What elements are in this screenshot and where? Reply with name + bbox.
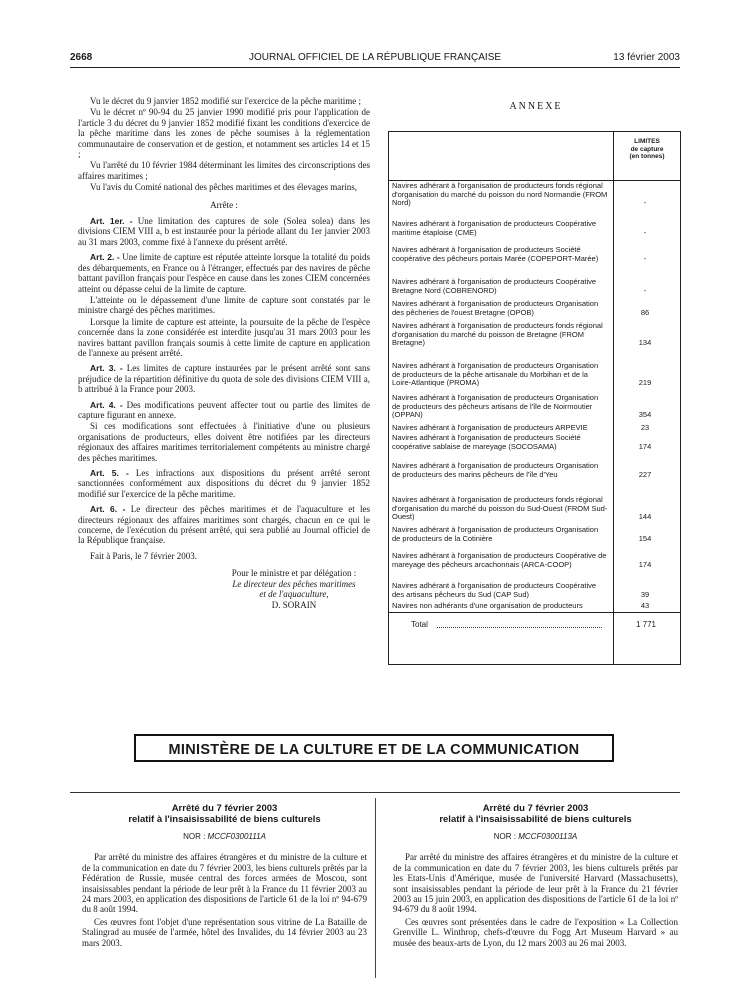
annexe-row-value: 86 — [640, 307, 650, 317]
annexe-row — [392, 602, 680, 611]
visa: Vu l'avis du Comité national des pêches maritimes et des élevages marins, — [90, 182, 358, 193]
total-leader — [437, 627, 602, 628]
article-1: Art. 1er. - Une limitation des captures de sole (Solea solea) dans les divisions CIEM VIII a, b est instaurée pour la période allant du 1er janvier 2003 au 31 mars 2003, comme fixé à l'annexe du présent arrêté. — [78, 216, 370, 247]
annexe-row-value: 39 — [640, 589, 650, 599]
annexe-row-label: Navires adhérant à l'organisation de producteurs fonds régional d'organisation du marché du poisson du nord Normandie (FROM Nord) — [392, 181, 608, 208]
arrete-title: Arrêté du 7 février 2003 — [171, 803, 278, 814]
signature-block — [218, 568, 370, 610]
annexe-row — [392, 182, 680, 208]
annexe-title: ANNEXE — [509, 101, 563, 112]
nor-reference: NOR : MCCF0300111A — [183, 832, 266, 841]
annexe-row — [392, 322, 680, 348]
annexe-row — [392, 462, 680, 479]
journal-title: JOURNAL OFFICIEL DE LA RÉPUBLIQUE FRANÇAISE — [248, 52, 502, 63]
visa: Vu le décret nº 90-94 du 25 janvier 1990 modifié pris pour l'application de l'article 3 du décret du 9 janvier 1852 modifié fixant les conditions d'exercice de la pêche maritime dans les zones de pêche soumises à la réglementation communautaire de conservation et de gestion, et notamment ses articles 14 et 15 ; — [78, 107, 370, 160]
annexe-row-value: 174 — [638, 441, 652, 451]
annexe-row — [392, 552, 680, 569]
column-divider — [375, 798, 376, 978]
arrete-paragraph: Par arrêté du ministre des affaires étrangères et du ministre de la culture et de la communication en date du 7 février 2003, les biens culturels prêtés par la Fédération de Russie, musée central des forces armées de Moscou, sont insaisissables pendant la période de leur prêt à la France du 11 février 2003 au 24 mars 2003, en application des dispositions de l'article 61 de la loi nº 94-679 du 8 août 1994. — [82, 852, 367, 915]
visa: Vu l'arrêté du 10 février 1984 déterminant les limites des circonscriptions des affaires maritimes ; — [78, 160, 370, 181]
annexe-row-value: - — [643, 198, 647, 208]
annexe-row — [392, 278, 680, 295]
annexe-row-label: Navires adhérant à l'organisation de producteurs Coopérative de mareyage des pêcheurs arcachonnais (ARCA-COOP) — [392, 551, 607, 569]
arrete-subtitle: relatif à l'insaisissabilité de biens culturels — [439, 814, 632, 825]
annexe-row-label: Navires adhérant à l'organisation de producteurs Coopérative maritime étaploise (CME) — [392, 219, 597, 237]
total-label: Total — [411, 620, 428, 629]
signature-title: et de l'aquaculture, — [259, 589, 329, 600]
annexe-row-value: - — [643, 253, 647, 263]
annexe-row — [392, 220, 680, 237]
annexe-row-value: 144 — [638, 512, 652, 522]
annexe-row — [392, 362, 680, 388]
annexe-row-value: 354 — [638, 410, 652, 420]
annexe-row-value: 23 — [640, 423, 650, 432]
ministry-banner: MINISTÈRE DE LA CULTURE ET DE LA COMMUNICATION — [134, 734, 614, 762]
annexe-row-label: Navires adhérant à l'organisation de producteurs fonds régional d'organisation du marché du poisson du Sud-Ouest (FROM Sud-Ouest) — [392, 495, 608, 522]
article-5: Art. 5. - Les infractions aux dispositions du présent arrêté seront sanctionnées conformément aux dispositions du décret du 9 janvier 1852 modifié sur l'exercice de la pêche maritime. — [78, 468, 371, 499]
total-value: 1 771 — [635, 620, 657, 629]
annexe-row-label: Navires non adhérants d'une organisation de producteurs — [392, 601, 583, 610]
section-rule — [70, 792, 680, 793]
culture-arrete-2 — [393, 803, 678, 950]
article-paragraph: Lorsque la limite de capture est atteinte, la poursuite de la pêche de l'espèce concernée dans la zone considérée est interdite jusqu'au 31 mars 2003 pour les navires battant pavillon français soumis à cette limite de capture en application de l'annexe au présent arrêté. — [78, 316, 370, 358]
annexe-row-value: - — [643, 285, 647, 295]
article-3: Art. 3. - Les limites de capture instaurées par le présent arrêté sont sans préjudice de la répartition définitive du quota de sole des divisions CIEM VIII a, b attribué à la France pour 2003. — [78, 363, 370, 395]
article-6: Art. 6. - Le directeur des pêches maritimes et de l'aquaculture et les directeurs régionaux des affaires maritimes sont chargés, chacun en ce qui le concerne, de l'exécution du présent arrêté, qui sera publié au Journal officiel de la République française. — [78, 504, 371, 546]
annexe-row — [392, 526, 680, 543]
page-number: 2668 — [70, 52, 93, 63]
issue-date: 13 février 2003 — [613, 52, 680, 63]
annexe-row-label: Navires adhérant à l'organisation de producteurs ARPEVIE — [392, 423, 588, 432]
article-2: Art. 2. - Une limite de capture est réputée atteinte lorsque la totalité du poids des débarquements, en France ou à l'étranger, effectués par des navires de pêche battant pavillon français pour l'espèce en cause dans les zones CIEM concernées atteint ou dépasse celui de la limite de capture. — [78, 252, 371, 294]
annexe-row — [392, 394, 680, 420]
arrete-heading: Arrête : — [210, 199, 238, 210]
annexe-row — [392, 434, 680, 451]
annexe-row — [392, 496, 680, 522]
article-paragraph: L'atteinte ou le dépassement d'une limite de capture sont constatés par le ministre chargé des pêches maritimes. — [78, 294, 370, 316]
arrete-paragraph: Ces œuvres sont présentées dans le cadre de l'exposition « La Collection Grenville L. Winthrop, chefs-d'œuvre du Fogg Art Museum Harvard » au musée des beaux-arts de Lyon, du 12 mars 2003 au 26 mai 2003. — [393, 916, 678, 948]
annexe-row-label: Navires adhérant à l'organisation de producteurs Société coopérative des pêcheurs portais Marée (COPEPORT-Marée) — [392, 245, 599, 263]
decree-column — [78, 96, 370, 610]
page-header — [70, 52, 680, 66]
annexe-row — [392, 582, 680, 599]
annexe-row-label: Navires adhérant à l'organisation de producteurs Organisation de producteurs des pêcheurs artisans de l'île de Noirmoutier (OPPAN) — [392, 393, 599, 420]
arrete-subtitle: relatif à l'insaisissabilité de biens culturels — [128, 814, 321, 825]
annexe-row-value: 43 — [640, 601, 650, 610]
signature-line: Pour le ministre et par délégation : — [231, 568, 357, 579]
arrete-paragraph: Ces œuvres font l'objet d'une représentation sous vitrine de La Bataille de Stalingrad au musée de l'armée, hôtel des Invalides, du 14 février 2003 au 23 mars 2003. — [82, 916, 367, 948]
header-rule — [70, 67, 680, 68]
arrete-title: Arrêté du 7 février 2003 — [482, 803, 589, 814]
annexe-row-label: Navires adhérant à l'organisation de producteurs Coopérative des artisans pêcheurs du Sud (CAP Sud) — [392, 581, 597, 599]
annexe-row-value: 174 — [638, 559, 652, 569]
annexe-row — [392, 424, 680, 433]
annexe-row-value: 219 — [638, 378, 652, 388]
arrete-paragraph: Par arrêté du ministre des affaires étrangères et du ministre de la culture et de la communication en date du 7 février 2003, les biens culturels prêtés par les Etats-Unis d'Amérique, musée de l'université Harvard (Massachusetts), sont insaisissables pendant la période de leur prêt à la France du 21 février 2003 au 15 juin 2003, en application des dispositions de l'article 61 de la loi nº 94-679 du 8 août 1994. — [393, 852, 678, 915]
annexe-row-value: 227 — [638, 469, 652, 479]
annexe-table — [388, 131, 681, 665]
nor-reference: NOR : MCCF0300113A — [493, 832, 578, 841]
signatory-name: D. SORAIN — [271, 599, 317, 610]
annexe-row-value: 154 — [638, 533, 652, 543]
annexe-row-value: - — [643, 227, 647, 237]
annexe-row-value: 134 — [638, 338, 652, 348]
done-at: Fait à Paris, le 7 février 2003. — [90, 550, 197, 561]
annexe-row-label: Navires adhérant à l'organisation de producteurs Organisation des pêcheries de l'ouest Bretagne (OPOB) — [392, 299, 599, 317]
signature-title: Le directeur des pêches maritimes — [232, 578, 356, 589]
visa: Vu le décret du 9 janvier 1852 modifié sur l'exercice de la pêche maritime ; — [90, 96, 361, 106]
annexe-row-label: Navires adhérant à l'organisation de producteurs Organisation de producteurs de la pêche artisanale du Morbihan et de la Loire-Atlantique (PROMA) — [392, 361, 599, 388]
annexe-row-label: Navires adhérant à l'organisation de producteurs Société coopérative sablaise de mareyage (SOCOSAMA) — [392, 433, 581, 451]
annexe-row — [392, 246, 680, 263]
article-4: Art. 4. - Des modifications peuvent affecter tout ou partie des limites de capture figurant en annexe. — [78, 399, 371, 420]
total-divider — [389, 612, 680, 613]
limits-column-header: LIMITES de capture (en tonnes) — [629, 138, 665, 160]
annexe-row — [392, 300, 680, 317]
annexe-row-label: Navires adhérant à l'organisation de producteurs Coopérative Bretagne Nord (COBRENORD) — [392, 277, 597, 295]
culture-arrete-1 — [82, 803, 367, 950]
article-paragraph: Si ces modifications sont effectuées à l'initiative d'une ou plusieurs organisations de producteurs, elles doivent être notifiées par les directeurs régionaux des affaires maritimes territorialement compétents au ministre chargé des pêches maritimes. — [78, 421, 370, 463]
annexe-row-label: Navires adhérant à l'organisation de producteurs fonds régional d'organisation du marché du poisson de Bretagne (FROM Bretagne) — [392, 321, 603, 348]
annexe-row-label: Navires adhérant à l'organisation de producteurs Organisation de producteurs des marins pêcheurs de l'île d'Yeu — [392, 461, 599, 479]
annexe-row-label: Navires adhérant à l'organisation de producteurs Organisation de producteurs de la Cotinière — [392, 525, 599, 543]
